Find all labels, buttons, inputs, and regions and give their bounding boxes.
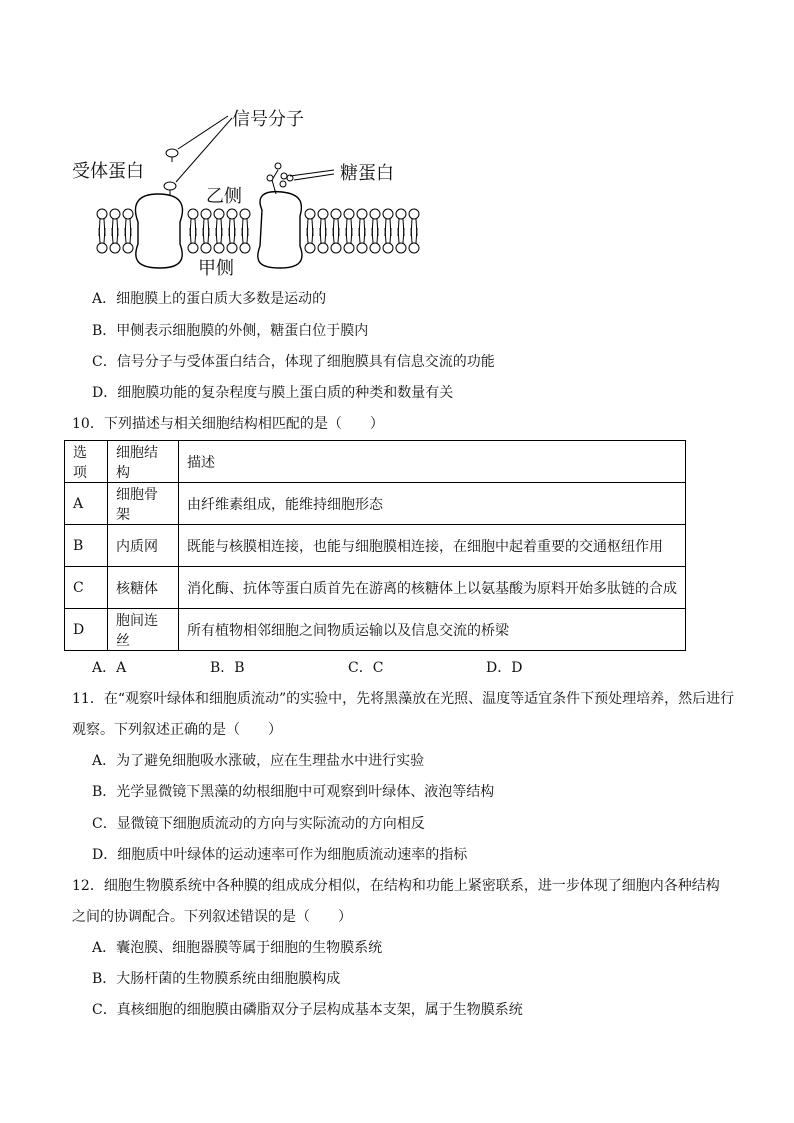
label-signal-molecule: 信号分子 <box>232 109 304 130</box>
table-row <box>65 609 686 651</box>
q10-choice-b: B．B <box>210 660 245 676</box>
q9-option-c: C．信号分子与受体蛋白结合，体现了细胞膜具有信息交流的功能 <box>92 354 495 370</box>
header-option: 选项 <box>65 441 108 483</box>
label-receptor-protein: 受体蛋白 <box>72 161 144 182</box>
row-structure: 内质网 <box>108 525 179 567</box>
row-option: A <box>65 483 108 525</box>
q10-choice-a: A．A <box>92 660 127 676</box>
q11-stem-line1: 11．在“观察叶绿体和细胞质流动”的实验中，先将黑藻放在光照、温度等适宜条件下预处理培养，然后进行 <box>72 691 735 707</box>
q12-option-a: A．囊泡膜、细胞器膜等属于细胞的生物膜系统 <box>92 940 383 956</box>
header-structure: 细胞结构 <box>108 441 179 483</box>
row-description: 消化酶、抗体等蛋白质首先在游离的核糖体上以氨基酸为原料开始多肽链的合成 <box>179 567 686 609</box>
row-option: C <box>65 567 108 609</box>
row-structure: 胞间连丝 <box>108 609 179 651</box>
row-description: 由纤维素组成，能维持细胞形态 <box>179 483 686 525</box>
label-side-a: 甲侧 <box>198 258 234 279</box>
sugar-chain <box>267 163 293 194</box>
membrane-figure <box>72 96 452 286</box>
row-option: D <box>65 609 108 651</box>
q10-choice-c: C．C <box>348 660 384 676</box>
q11-option-d: D．细胞质中叶绿体的运动速率可作为细胞质流动速率的指标 <box>92 847 468 863</box>
q9-option-d: D．细胞膜功能的复杂程度与膜上蛋白质的种类和数量有关 <box>92 385 454 401</box>
table-header-row <box>65 441 686 483</box>
label-glycoprotein: 糖蛋白 <box>340 163 394 184</box>
q10-choice-d: D．D <box>486 660 523 676</box>
q10-table <box>64 440 686 651</box>
row-structure: 细胞骨架 <box>108 483 179 525</box>
q11-option-b: B．光学显微镜下黑藻的幼根细胞中可观察到叶绿体、液泡等结构 <box>92 784 495 800</box>
header-description: 描述 <box>179 441 686 483</box>
q12-stem-line2: 之间的协调配合。下列叙述错误的是（ ） <box>72 909 352 925</box>
signal-molecule <box>164 149 178 195</box>
label-side-b: 乙侧 <box>206 186 242 207</box>
q11-stem-line2: 观察。下列叙述正确的是（ ） <box>72 722 282 738</box>
q9-option-b: B．甲侧表示细胞膜的外侧，糖蛋白位于膜内 <box>92 323 369 339</box>
table-row <box>65 525 686 567</box>
row-option: B <box>65 525 108 567</box>
q11-option-c: C．显微镜下细胞质流动的方向与实际流动的方向相反 <box>92 816 425 832</box>
row-description: 既能与核膜相连接，也能与细胞膜相连接，在细胞中起着重要的交通枢纽作用 <box>179 525 686 567</box>
q12-option-b: B．大肠杆菌的生物膜系统由细胞膜构成 <box>92 971 341 987</box>
table-row <box>65 567 686 609</box>
receptor-protein <box>135 194 182 268</box>
q12-option-c: C．真核细胞的细胞膜由磷脂双分子层构成基本支架，属于生物膜系统 <box>92 1002 523 1018</box>
q9-option-a: A．细胞膜上的蛋白质大多数是运动的 <box>92 291 327 307</box>
row-description: 所有植物相邻细胞之间物质运输以及信息交流的桥梁 <box>179 609 686 651</box>
row-structure: 核糖体 <box>108 567 179 609</box>
table-row <box>65 483 686 525</box>
q10-stem: 10．下列描述与相关细胞结构相匹配的是（ ） <box>72 416 384 432</box>
q11-option-a: A．为了避免细胞吸水涨破，应在生理盐水中进行实验 <box>92 753 425 769</box>
q12-stem-line1: 12．细胞生物膜系统中各种膜的组成成分相似，在结构和功能上紧密联系，进一步体现了细胞内各种结构 <box>72 878 720 894</box>
glycoprotein <box>258 192 302 268</box>
